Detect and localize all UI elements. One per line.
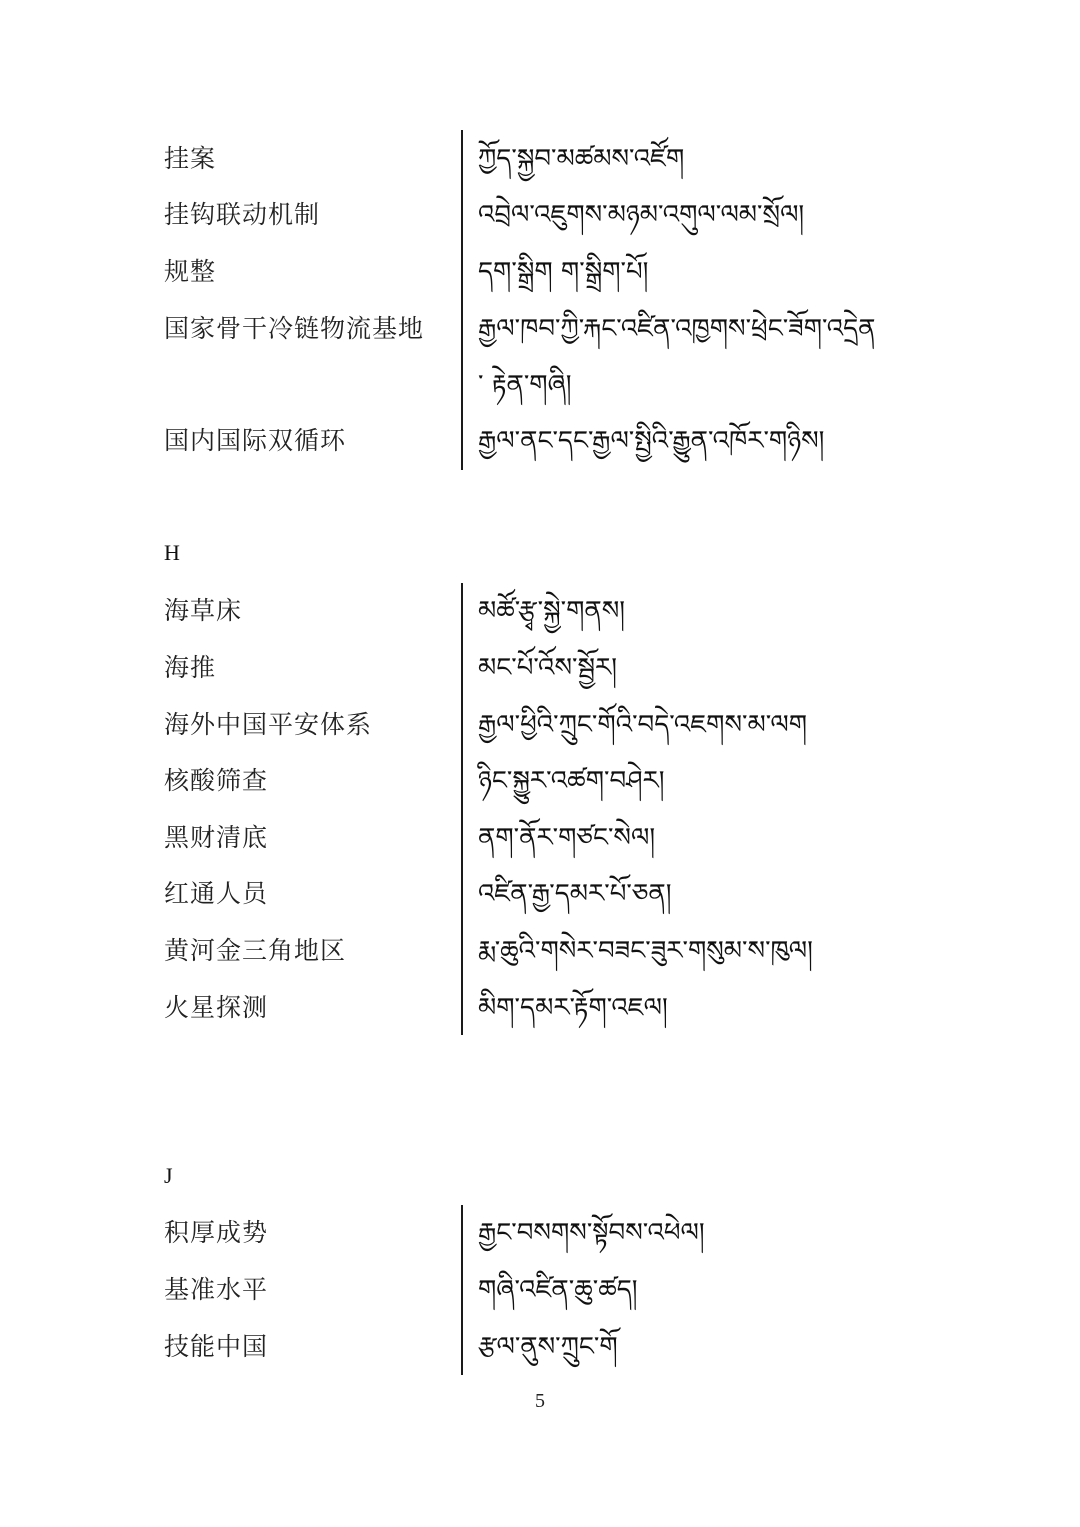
tibetan-term: འབྲེལ་འཇུགས་མཉམ་འགུལ་ལམ་སྲོལ། bbox=[478, 200, 805, 230]
entry-row bbox=[0, 810, 1080, 866]
chinese-term: 规整 bbox=[164, 257, 217, 286]
chinese-term: 基准水平 bbox=[164, 1275, 269, 1304]
chinese-term: 挂钩联动机制 bbox=[164, 200, 321, 229]
chinese-term: 国家骨干冷链物流基地 bbox=[164, 314, 425, 343]
chinese-term: 火星探测 bbox=[164, 993, 269, 1022]
page-number: 5 bbox=[535, 1390, 545, 1412]
tibetan-term: ནག་ནོར་གཙང་སེལ། bbox=[478, 823, 656, 853]
entry-row bbox=[0, 640, 1080, 696]
chinese-term: 海推 bbox=[164, 653, 217, 682]
entry-row bbox=[0, 980, 1080, 1036]
entry-row bbox=[0, 583, 1080, 639]
chinese-term: 挂案 bbox=[164, 144, 217, 173]
tibetan-term: རྒྱལ་ནང་དང་རྒྱལ་སྤྱིའི་རྒྱུན་འཁོར་གཉིས། bbox=[478, 426, 825, 456]
entry-row bbox=[0, 1262, 1080, 1318]
tibetan-term: ཀྱོད་སྐྱབ་མཚམས་འཛོག bbox=[478, 144, 685, 174]
entry-row bbox=[0, 244, 1080, 300]
chinese-term: 黄河金三角地区 bbox=[164, 936, 347, 965]
chinese-term: 黑财清底 bbox=[164, 823, 269, 852]
entry-row bbox=[0, 413, 1080, 469]
tibetan-term: རྒྱལ་ཁབ་ཀྱི་རྐང་འཛིན་འཁྱགས་ཕྲེང་ཟོག་འདྲེན་ རྟེན་གཞི། bbox=[478, 314, 876, 400]
entry-row bbox=[0, 753, 1080, 809]
tibetan-term: དག་སྒྲིག ག་སྒྲིག་པོ། bbox=[478, 257, 649, 287]
entry-row bbox=[0, 923, 1080, 979]
tibetan-term: རྩལ་ནུས་ཀྲུང་གོ bbox=[478, 1332, 618, 1362]
tibetan-term: མིག་དམར་རྟོག་འཇལ། bbox=[478, 993, 668, 1023]
tibetan-term: མཚོ་རྩྭ་སྐྱེ་གནས། bbox=[478, 596, 626, 626]
chinese-term: 海草床 bbox=[164, 596, 243, 625]
tibetan-term: འཛིན་རྒྱ་དམར་པོ་ཅན། bbox=[478, 879, 672, 909]
tibetan-term: རྨ་ཆུའི་གསེར་བཟང་ཟུར་གསུམ་ས་ཁུལ། bbox=[478, 936, 813, 966]
entry-row bbox=[0, 866, 1080, 922]
section-letter: J bbox=[164, 1163, 173, 1188]
section-letter: H bbox=[164, 540, 180, 565]
tibetan-term: མང་པོ་འོས་སྦྱོར། bbox=[478, 653, 617, 683]
entry-row bbox=[0, 131, 1080, 187]
chinese-term: 红通人员 bbox=[164, 879, 269, 908]
tibetan-term: རྒྱལ་ཕྱིའི་ཀྲུང་གོའི་བདེ་འཇགས་མ་ལག bbox=[478, 710, 808, 740]
entry-row bbox=[0, 1319, 1080, 1375]
entry-row bbox=[0, 697, 1080, 753]
chinese-term: 国内国际双循环 bbox=[164, 426, 347, 455]
tibetan-term: ཉིང་སྐྱུར་འཚག་བཤེར། bbox=[478, 766, 665, 796]
tibetan-term: རྒྱང་བསགས་སྟོབས་འཕེལ། bbox=[478, 1218, 705, 1248]
chinese-term: 积厚成势 bbox=[164, 1218, 269, 1247]
chinese-term: 核酸筛查 bbox=[164, 766, 269, 795]
entry-row bbox=[0, 187, 1080, 243]
chinese-term: 海外中国平安体系 bbox=[164, 710, 373, 739]
entry-row bbox=[0, 301, 1080, 413]
entry-row bbox=[0, 1205, 1080, 1261]
tibetan-term: གཞི་འཛིན་ཆུ་ཚད། bbox=[478, 1275, 638, 1305]
chinese-term: 技能中国 bbox=[164, 1332, 269, 1361]
